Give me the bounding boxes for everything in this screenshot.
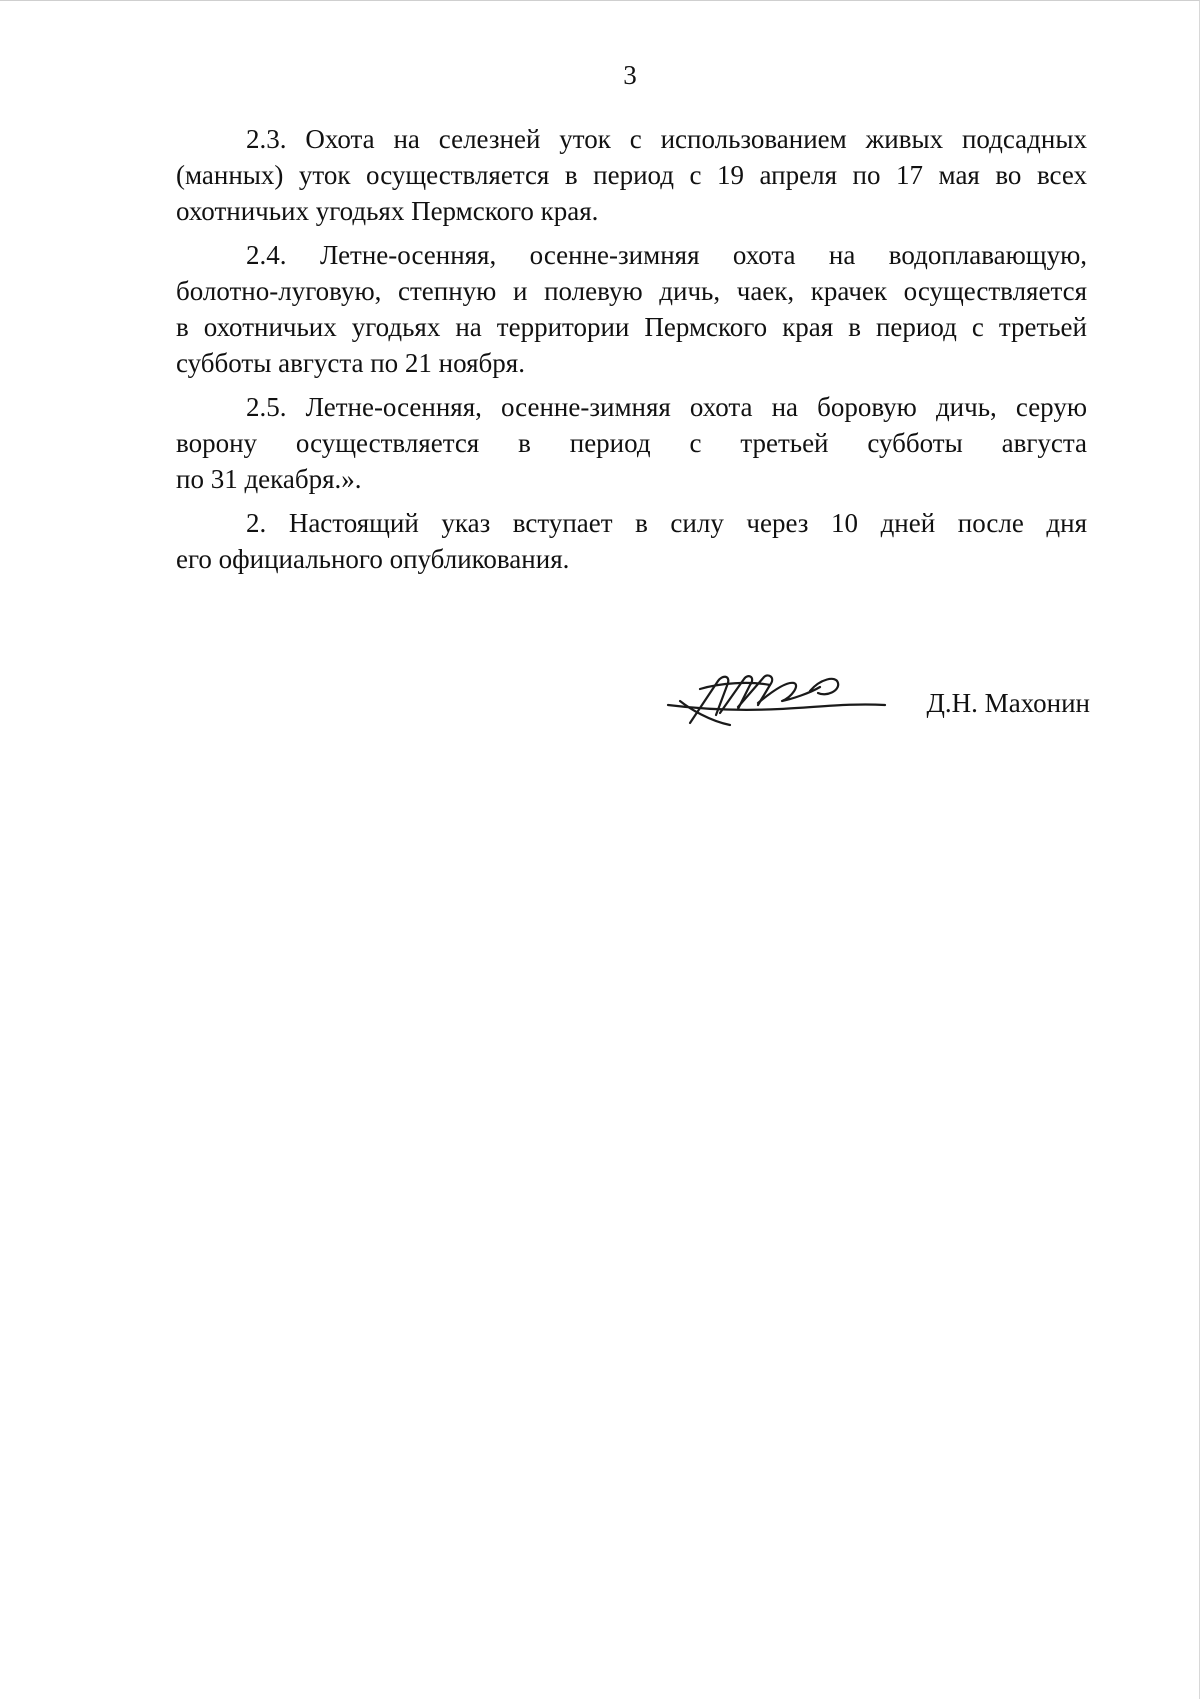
paragraph-line: в охотничьих угодьях на территории Пермского края в период с третьей xyxy=(176,312,1087,342)
signer-name: Д.Н. Махонин xyxy=(926,688,1090,718)
paragraph-line: 2.5. Летне-осенняя, осенне-зимняя охота на боровую дичь, серую xyxy=(246,392,1087,422)
paragraph-last-line: по 31 декабря.». xyxy=(176,464,362,494)
paragraph-2-4 xyxy=(176,237,1087,381)
page-number: 3 xyxy=(623,60,637,90)
paragraph-2 xyxy=(176,505,1087,577)
paragraph-line: 2.4. Летне-осенняя, осенне-зимняя охота на водоплавающую, xyxy=(246,240,1087,270)
paragraph-last-line: его официального опубликования. xyxy=(176,544,570,574)
paragraph-last-line: охотничьих угодьях Пермского края. xyxy=(176,196,599,226)
paragraph-line: 2. Настоящий указ вступает в силу через 10 дней после дня xyxy=(246,508,1087,538)
paragraph-line: болотно-луговую, степную и полевую дичь, чаек, крачек осуществляется xyxy=(176,276,1087,306)
paragraph-line: ворону осуществляется в период с третьей субботы августа xyxy=(176,428,1087,458)
paragraph-line: (манных) уток осуществляется в период с 19 апреля по 17 мая во всех xyxy=(176,160,1087,190)
document-body xyxy=(176,121,1087,585)
signature-block xyxy=(660,663,1090,733)
handwritten-signature-icon xyxy=(660,663,890,733)
paragraph-2-3 xyxy=(176,121,1087,229)
paragraph-2-5 xyxy=(176,389,1087,497)
paragraph-last-line: субботы августа по 21 ноября. xyxy=(176,348,525,378)
paragraph-line: 2.3. Охота на селезней уток с использованием живых подсадных xyxy=(246,124,1087,154)
